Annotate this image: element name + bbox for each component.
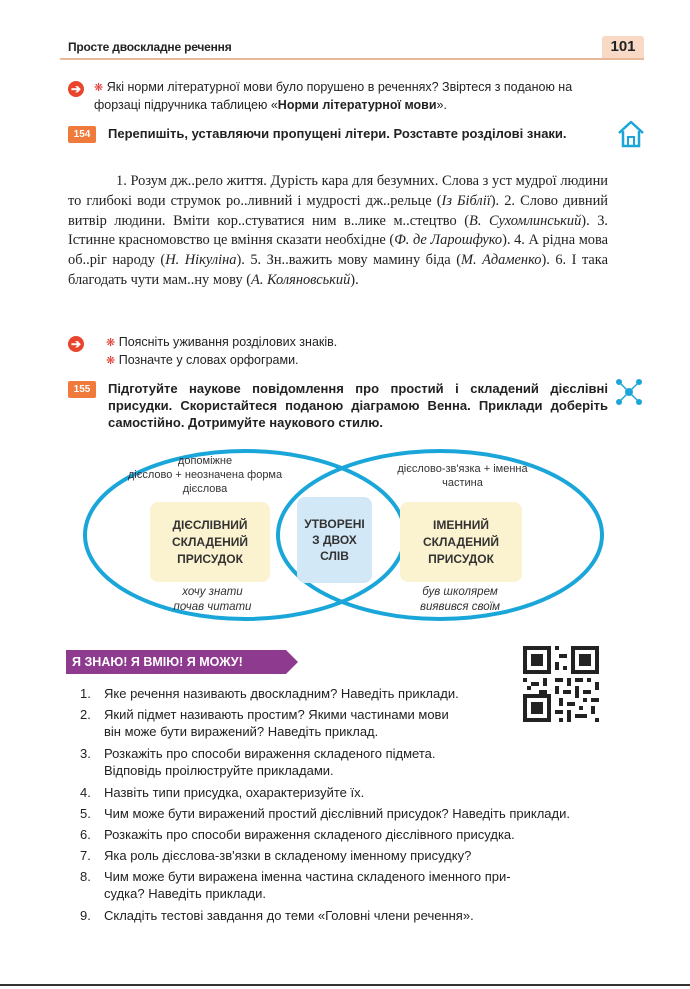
flower-icon: ❋ [94, 82, 104, 94]
venn-right-examples [395, 585, 525, 615]
venn-left-top-line: дієслово + неозначена форма [127, 469, 283, 481]
text-seg: ). 2. Слово дивний витвір людини. Вміти кор..стуватися ним в..лике м..стецтво ( [68, 192, 608, 229]
author: Із Біблії [441, 192, 491, 209]
intersection-box [297, 497, 372, 583]
author: В. Сухомлинський [469, 212, 582, 229]
question-text: Розкажіть про способи вираження складеного дієслівного присудка. [104, 827, 515, 842]
task-155-instruction: Підготуйте наукове повідомлення про простий і складений дієслівні присудки. Скористайтеся поданою діаграмою Венна. Приклади доберіть самостійно. Дотримуйте наукового стилю. [108, 381, 608, 430]
arrow-right-icon: ➔ [68, 336, 84, 352]
author: М. Адаменко [461, 252, 542, 269]
question-number: 6. [80, 827, 91, 842]
subtask-2 [106, 352, 299, 370]
venn-right-top [365, 462, 560, 490]
banner-text: Я ЗНАЮ! Я ВМІЮ! Я МОЖУ! [72, 655, 243, 669]
question-number: 7. [80, 848, 91, 863]
task-154-text [68, 172, 608, 291]
section-title: Просте двоскладне речення [68, 40, 232, 54]
venn-right-example: виявився своїм [419, 601, 501, 613]
venn-left-top-line: дієслова [182, 483, 228, 495]
question-text: Чим може бути виражена іменна частина складеного іменного при- [104, 869, 511, 884]
subtask-1 [106, 334, 337, 352]
question-text: судка? Наведіть приклади. [104, 886, 266, 901]
nominal-predicate-line: СКЛАДЕНИЙ [423, 534, 499, 549]
verbal-predicate-line: ДІЄСЛІВНИЙ [172, 517, 248, 532]
intersection-line: УТВОРЕНІ [304, 517, 365, 531]
venn-left-top-line: допоміжне [177, 455, 233, 467]
arrow-right-icon: ➔ [68, 81, 84, 97]
text-seg: ). 5. Зн..важить мову мамину біда ( [236, 252, 461, 269]
nominal-predicate-box [400, 502, 522, 582]
task-155-badge: 155 [68, 381, 96, 398]
subtask-2-text: Позначте у словах орфограми. [118, 353, 299, 367]
question-text: Складіть тестові завдання до теми «Головні члени речення». [104, 908, 474, 923]
question-number: 1. [80, 686, 91, 701]
question-number: 9. [80, 908, 91, 923]
nominal-predicate-line: ПРИСУДОК [428, 551, 494, 566]
venn-left-example: почав читати [173, 601, 252, 613]
intersection-line: СЛІВ [320, 549, 349, 563]
venn-right-top-line: дієслово-зв'язка + іменна [397, 463, 528, 475]
bottom-divider [0, 984, 690, 986]
venn-right-top-line: частина [442, 477, 483, 489]
page-number: 101 [602, 36, 644, 58]
home-icon [615, 118, 647, 150]
task-154-badge: 154 [68, 126, 96, 143]
note-norms [94, 79, 609, 114]
author: Н. Нікуліна [165, 252, 237, 269]
flower-icon: ❋ [106, 337, 116, 349]
note-norms-text: Які норми літературної мови було порушено в реченнях? Звіртеся з поданою на форзаці підручника таблицею « [94, 80, 573, 112]
text-seg: ). [350, 271, 359, 288]
verbal-predicate-line: СКЛАДЕНИЙ [172, 534, 248, 549]
intersection-line: З ДВОХ [312, 533, 357, 547]
note-norms-end: ». [436, 98, 447, 112]
question-number: 3. [80, 746, 91, 761]
header-divider [60, 58, 644, 60]
text-seg: ). 4. А рідна мова об..ріг народу ( [68, 232, 608, 269]
question-text: Який підмет називають простим? Якими частинами мови [104, 707, 449, 722]
question-text: він може бути виражений? Наведіть приклад. [104, 724, 379, 739]
question-text: Чим може бути виражений простий дієслівний присудок? Наведіть приклади. [104, 806, 571, 821]
nominal-predicate-line: ІМЕННИЙ [433, 517, 489, 532]
venn-left-example: хочу знати [182, 586, 243, 598]
question-text: Відповідь проілюструйте прикладами. [104, 763, 334, 778]
venn-left-top [100, 454, 310, 496]
verbal-predicate-box [150, 502, 270, 582]
connections-icon [614, 377, 644, 407]
author: Ф. де Ларошфуко [394, 232, 503, 249]
venn-right-example: був школярем [422, 586, 498, 598]
subtask-1-text: Поясніть уживання розділових знаків. [118, 335, 338, 349]
question-text: Назвіть типи присудка, охарактеризуйте їх. [104, 785, 365, 800]
question-text: Яка роль дієслова-зв'язки в складеному іменному присудку? [104, 848, 472, 863]
question-text: Яке речення називають двоскладним? Наведіть приклади. [104, 686, 459, 701]
question-number: 8. [80, 869, 91, 884]
verbal-predicate-line: ПРИСУДОК [177, 551, 243, 566]
text-seg: 1. Розум дж..рело життя. Дурість кара для безумних. Слова з уст мудрої людини то глибокі води струмок ро..ливний і мудрості дж..рельце ( [68, 173, 608, 209]
venn-left-examples [150, 585, 275, 615]
question-number: 5. [80, 806, 91, 821]
text-seg: ). 6. І така благодать чути мам..ну мову ( [68, 252, 608, 288]
author: А. Коляновський [251, 271, 351, 288]
questions-list [80, 685, 610, 925]
text-seg: ). 3. Істинне красномовство це вміння сказати необхідне ( [68, 212, 608, 249]
task-154-instruction: Перепишіть, уставляючи пропущені літери. Розставте розділові знаки. [108, 126, 567, 141]
question-number: 2. [80, 707, 91, 722]
question-text: Розкажіть про способи вираження складеного підмета. [104, 746, 436, 761]
flower-icon: ❋ [106, 355, 116, 367]
note-norms-bold: Норми літературної мови [277, 98, 437, 112]
question-number: 4. [80, 785, 91, 800]
